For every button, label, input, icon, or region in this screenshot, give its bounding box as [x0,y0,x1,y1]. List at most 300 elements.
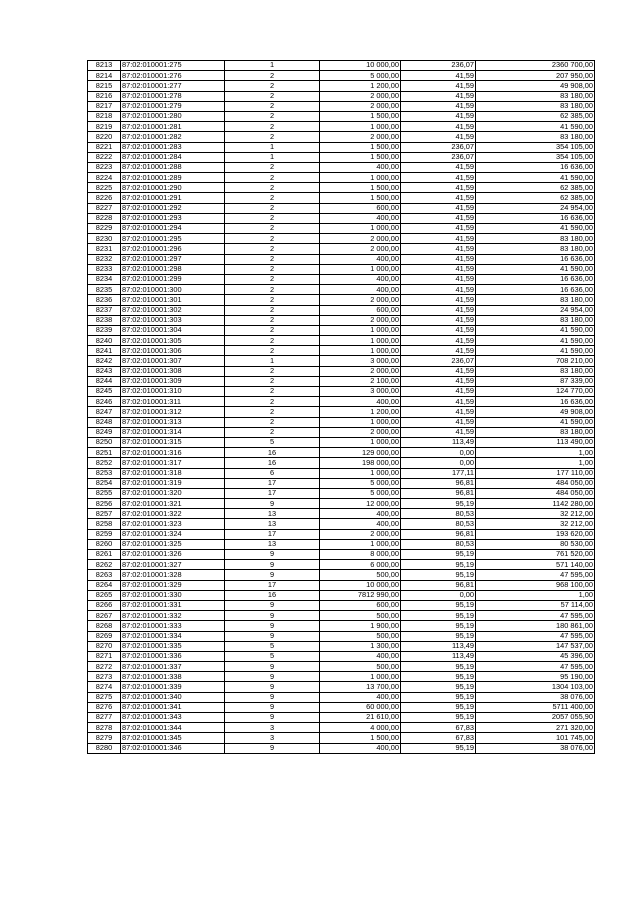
row-number-cell: 8227 [88,203,121,213]
row-number-cell: 8246 [88,397,121,407]
value-cell: 484 050,00 [476,478,595,488]
area-cell: 500,00 [320,631,401,641]
group-cell: 17 [225,488,320,498]
value-cell: 24 954,00 [476,305,595,315]
cadastral-number-cell: 87:02:010001:346 [121,743,225,753]
table-row [88,723,595,733]
rate-cell: 41,59 [401,111,476,121]
rate-cell: 0,00 [401,590,476,600]
row-number-cell: 8241 [88,346,121,356]
group-cell: 16 [225,458,320,468]
table-row [88,356,595,366]
cadastral-number-cell: 87:02:010001:280 [121,111,225,121]
rate-cell: 41,59 [401,183,476,193]
rate-cell: 236,07 [401,152,476,162]
group-cell: 9 [225,662,320,672]
group-cell: 16 [225,448,320,458]
row-number-cell: 8271 [88,651,121,661]
rate-cell: 95,19 [401,560,476,570]
table-row [88,550,595,560]
rate-cell: 41,59 [401,71,476,81]
cadastral-number-cell: 87:02:010001:305 [121,336,225,346]
row-number-cell: 8259 [88,529,121,539]
area-cell: 400,00 [320,519,401,529]
group-cell: 3 [225,733,320,743]
value-cell: 47 595,00 [476,631,595,641]
table-row [88,672,595,682]
group-cell: 2 [225,173,320,183]
group-cell: 2 [225,203,320,213]
cadastral-number-cell: 87:02:010001:320 [121,488,225,498]
area-cell: 2 000,00 [320,244,401,254]
row-number-cell: 8248 [88,417,121,427]
rate-cell: 41,59 [401,244,476,254]
rate-cell: 41,59 [401,315,476,325]
rate-cell: 41,59 [401,376,476,386]
table-row [88,346,595,356]
cadastral-number-cell: 87:02:010001:334 [121,631,225,641]
area-cell: 1 000,00 [320,224,401,234]
area-cell: 400,00 [320,651,401,661]
area-cell: 1 000,00 [320,437,401,447]
value-cell: 16 636,00 [476,274,595,284]
row-number-cell: 8229 [88,224,121,234]
row-number-cell: 8257 [88,509,121,519]
area-cell: 1 000,00 [320,417,401,427]
rate-cell: 96,81 [401,478,476,488]
rate-cell: 67,83 [401,733,476,743]
row-number-cell: 8260 [88,539,121,549]
value-cell: 207 950,00 [476,71,595,81]
cadastral-number-cell: 87:02:010001:281 [121,122,225,132]
cadastral-number-cell: 87:02:010001:319 [121,478,225,488]
rate-cell: 95,19 [401,743,476,753]
rate-cell: 41,59 [401,417,476,427]
row-number-cell: 8237 [88,305,121,315]
value-cell: 968 100,00 [476,580,595,590]
row-number-cell: 8250 [88,437,121,447]
area-cell: 400,00 [320,213,401,223]
table-row [88,611,595,621]
group-cell: 2 [225,325,320,335]
area-cell: 400,00 [320,162,401,172]
cadastral-number-cell: 87:02:010001:304 [121,325,225,335]
rate-cell: 95,19 [401,631,476,641]
rate-cell: 41,59 [401,295,476,305]
cadastral-number-cell: 87:02:010001:303 [121,315,225,325]
row-number-cell: 8214 [88,71,121,81]
table-row [88,427,595,437]
table-row [88,274,595,284]
rate-cell: 41,59 [401,91,476,101]
value-cell: 354 105,00 [476,152,595,162]
table-row [88,539,595,549]
value-cell: 41 590,00 [476,336,595,346]
table-row [88,437,595,447]
rate-cell: 41,59 [401,264,476,274]
table-row [88,305,595,315]
cadastral-number-cell: 87:02:010001:328 [121,570,225,580]
table-row [88,499,595,509]
row-number-cell: 8263 [88,570,121,580]
row-number-cell: 8224 [88,173,121,183]
cadastral-number-cell: 87:02:010001:329 [121,580,225,590]
area-cell: 1 500,00 [320,111,401,121]
table-row [88,295,595,305]
cadastral-number-cell: 87:02:010001:295 [121,234,225,244]
value-cell: 484 050,00 [476,488,595,498]
value-cell: 83 180,00 [476,101,595,111]
cadastral-number-cell: 87:02:010001:326 [121,550,225,560]
row-number-cell: 8256 [88,499,121,509]
area-cell: 10 000,00 [320,61,401,71]
rate-cell: 41,59 [401,81,476,91]
row-number-cell: 8231 [88,244,121,254]
area-cell: 1 000,00 [320,539,401,549]
table-row [88,600,595,610]
row-number-cell: 8277 [88,713,121,723]
group-cell: 1 [225,356,320,366]
area-cell: 2 000,00 [320,101,401,111]
area-cell: 5 000,00 [320,478,401,488]
row-number-cell: 8264 [88,580,121,590]
value-cell: 62 385,00 [476,193,595,203]
group-cell: 2 [225,274,320,284]
rate-cell: 41,59 [401,305,476,315]
value-cell: 41 590,00 [476,264,595,274]
value-cell: 180 861,00 [476,621,595,631]
table-row [88,254,595,264]
area-cell: 5 000,00 [320,71,401,81]
rate-cell: 41,59 [401,397,476,407]
group-cell: 2 [225,224,320,234]
group-cell: 2 [225,315,320,325]
group-cell: 2 [225,366,320,376]
rate-cell: 95,19 [401,600,476,610]
value-cell: 83 180,00 [476,366,595,376]
group-cell: 2 [225,397,320,407]
value-cell: 1,00 [476,590,595,600]
rate-cell: 41,59 [401,162,476,172]
value-cell: 49 908,00 [476,407,595,417]
cadastral-number-cell: 87:02:010001:302 [121,305,225,315]
value-cell: 1,00 [476,458,595,468]
rate-cell: 41,59 [401,203,476,213]
row-number-cell: 8261 [88,550,121,560]
cadastral-number-cell: 87:02:010001:331 [121,600,225,610]
group-cell: 2 [225,81,320,91]
cadastral-number-cell: 87:02:010001:282 [121,132,225,142]
row-number-cell: 8215 [88,81,121,91]
rate-cell: 95,19 [401,570,476,580]
group-cell: 17 [225,580,320,590]
value-cell: 47 595,00 [476,611,595,621]
cadastral-number-cell: 87:02:010001:309 [121,376,225,386]
cadastral-number-cell: 87:02:010001:332 [121,611,225,621]
area-cell: 1 500,00 [320,733,401,743]
value-cell: 83 180,00 [476,91,595,101]
row-number-cell: 8226 [88,193,121,203]
group-cell: 9 [225,621,320,631]
value-cell: 80 530,00 [476,539,595,549]
group-cell: 2 [225,387,320,397]
row-number-cell: 8234 [88,274,121,284]
area-cell: 60 000,00 [320,702,401,712]
value-cell: 1304 103,00 [476,682,595,692]
row-number-cell: 8213 [88,61,121,71]
area-cell: 1 000,00 [320,672,401,682]
value-cell: 83 180,00 [476,295,595,305]
value-cell: 38 076,00 [476,692,595,702]
cadastral-number-cell: 87:02:010001:335 [121,641,225,651]
group-cell: 2 [225,213,320,223]
cadastral-number-cell: 87:02:010001:283 [121,142,225,152]
group-cell: 1 [225,142,320,152]
row-number-cell: 8270 [88,641,121,651]
row-number-cell: 8228 [88,213,121,223]
group-cell: 2 [225,244,320,254]
table-row [88,325,595,335]
cadastral-number-cell: 87:02:010001:313 [121,417,225,427]
rate-cell: 96,81 [401,488,476,498]
group-cell: 2 [225,305,320,315]
group-cell: 3 [225,723,320,733]
cadastral-number-cell: 87:02:010001:297 [121,254,225,264]
group-cell: 2 [225,264,320,274]
rate-cell: 41,59 [401,274,476,284]
row-number-cell: 8268 [88,621,121,631]
area-cell: 1 000,00 [320,122,401,132]
cadastral-number-cell: 87:02:010001:333 [121,621,225,631]
table-row [88,111,595,121]
group-cell: 5 [225,437,320,447]
value-cell: 83 180,00 [476,315,595,325]
area-cell: 7812 990,00 [320,590,401,600]
rate-cell: 41,59 [401,285,476,295]
rate-cell: 95,19 [401,702,476,712]
table-row [88,366,595,376]
value-cell: 62 385,00 [476,183,595,193]
area-cell: 2 000,00 [320,427,401,437]
row-number-cell: 8221 [88,142,121,152]
area-cell: 21 610,00 [320,713,401,723]
cadastral-number-cell: 87:02:010001:324 [121,529,225,539]
rate-cell: 113,49 [401,437,476,447]
value-cell: 45 396,00 [476,651,595,661]
value-cell: 57 114,00 [476,600,595,610]
row-number-cell: 8276 [88,702,121,712]
table-row [88,448,595,458]
group-cell: 2 [225,183,320,193]
cadastral-number-cell: 87:02:010001:296 [121,244,225,254]
area-cell: 1 000,00 [320,173,401,183]
table-row [88,101,595,111]
value-cell: 47 595,00 [476,570,595,580]
area-cell: 3 000,00 [320,387,401,397]
value-cell: 16 636,00 [476,397,595,407]
value-cell: 271 320,00 [476,723,595,733]
table-row [88,733,595,743]
row-number-cell: 8217 [88,101,121,111]
cadastral-number-cell: 87:02:010001:308 [121,366,225,376]
rate-cell: 95,19 [401,682,476,692]
cadastral-number-cell: 87:02:010001:277 [121,81,225,91]
value-cell: 177 110,00 [476,468,595,478]
cadastral-number-cell: 87:02:010001:327 [121,560,225,570]
table-row [88,315,595,325]
area-cell: 129 000,00 [320,448,401,458]
rate-cell: 95,19 [401,611,476,621]
row-number-cell: 8278 [88,723,121,733]
area-cell: 1 000,00 [320,325,401,335]
value-cell: 16 636,00 [476,285,595,295]
area-cell: 198 000,00 [320,458,401,468]
group-cell: 2 [225,346,320,356]
cadastral-number-cell: 87:02:010001:294 [121,224,225,234]
cadastral-number-cell: 87:02:010001:318 [121,468,225,478]
value-cell: 708 210,00 [476,356,595,366]
table-row [88,183,595,193]
cadastral-number-cell: 87:02:010001:290 [121,183,225,193]
table-row [88,458,595,468]
group-cell: 9 [225,672,320,682]
row-number-cell: 8249 [88,427,121,437]
table-row [88,713,595,723]
cadastral-number-cell: 87:02:010001:300 [121,285,225,295]
value-cell: 354 105,00 [476,142,595,152]
table-row [88,631,595,641]
area-cell: 1 000,00 [320,346,401,356]
cadastral-number-cell: 87:02:010001:315 [121,437,225,447]
row-number-cell: 8254 [88,478,121,488]
area-cell: 400,00 [320,254,401,264]
table-row [88,203,595,213]
table-row [88,702,595,712]
row-number-cell: 8251 [88,448,121,458]
table-row [88,519,595,529]
group-cell: 2 [225,71,320,81]
area-cell: 500,00 [320,662,401,672]
group-cell: 2 [225,336,320,346]
group-cell: 9 [225,743,320,753]
row-number-cell: 8230 [88,234,121,244]
cadastral-number-cell: 87:02:010001:338 [121,672,225,682]
cadastral-number-cell: 87:02:010001:325 [121,539,225,549]
area-cell: 4 000,00 [320,723,401,733]
table-row [88,173,595,183]
cadastral-number-cell: 87:02:010001:284 [121,152,225,162]
cadastral-number-cell: 87:02:010001:291 [121,193,225,203]
group-cell: 17 [225,529,320,539]
value-cell: 761 520,00 [476,550,595,560]
value-cell: 571 140,00 [476,560,595,570]
value-cell: 32 212,00 [476,519,595,529]
rate-cell: 80,53 [401,509,476,519]
rate-cell: 95,19 [401,550,476,560]
rate-cell: 41,59 [401,427,476,437]
value-cell: 41 590,00 [476,325,595,335]
cadastral-number-cell: 87:02:010001:306 [121,346,225,356]
rate-cell: 41,59 [401,234,476,244]
group-cell: 2 [225,122,320,132]
table-row [88,641,595,651]
row-number-cell: 8243 [88,366,121,376]
group-cell: 9 [225,631,320,641]
rate-cell: 113,49 [401,651,476,661]
value-cell: 83 180,00 [476,244,595,254]
row-number-cell: 8216 [88,91,121,101]
table-row [88,478,595,488]
area-cell: 2 000,00 [320,366,401,376]
area-cell: 1 000,00 [320,264,401,274]
row-number-cell: 8218 [88,111,121,121]
table-row [88,336,595,346]
group-cell: 9 [225,550,320,560]
table-row [88,376,595,386]
group-cell: 2 [225,91,320,101]
table-row [88,387,595,397]
cadastral-number-cell: 87:02:010001:279 [121,101,225,111]
area-cell: 400,00 [320,274,401,284]
group-cell: 9 [225,499,320,509]
table-row [88,132,595,142]
row-number-cell: 8265 [88,590,121,600]
table-row [88,285,595,295]
rate-cell: 41,59 [401,336,476,346]
table-row [88,193,595,203]
area-cell: 1 200,00 [320,81,401,91]
cadastral-number-cell: 87:02:010001:341 [121,702,225,712]
row-number-cell: 8235 [88,285,121,295]
rate-cell: 96,81 [401,529,476,539]
cadastral-number-cell: 87:02:010001:293 [121,213,225,223]
area-cell: 400,00 [320,692,401,702]
rate-cell: 41,59 [401,193,476,203]
cadastral-number-cell: 87:02:010001:312 [121,407,225,417]
row-number-cell: 8267 [88,611,121,621]
area-cell: 13 700,00 [320,682,401,692]
area-cell: 1 500,00 [320,193,401,203]
group-cell: 5 [225,641,320,651]
cadastral-number-cell: 87:02:010001:314 [121,427,225,437]
group-cell: 1 [225,152,320,162]
area-cell: 1 200,00 [320,407,401,417]
table-row [88,692,595,702]
group-cell: 2 [225,111,320,121]
group-cell: 9 [225,560,320,570]
value-cell: 95 190,00 [476,672,595,682]
row-number-cell: 8245 [88,387,121,397]
area-cell: 500,00 [320,611,401,621]
rate-cell: 236,07 [401,356,476,366]
cadastral-number-cell: 87:02:010001:311 [121,397,225,407]
cadastral-number-cell: 87:02:010001:344 [121,723,225,733]
value-cell: 41 590,00 [476,224,595,234]
table-row [88,570,595,580]
value-cell: 113 490,00 [476,437,595,447]
group-cell: 5 [225,651,320,661]
area-cell: 600,00 [320,203,401,213]
cadastral-number-cell: 87:02:010001:299 [121,274,225,284]
table-row [88,152,595,162]
area-cell: 400,00 [320,743,401,753]
value-cell: 32 212,00 [476,509,595,519]
table-row [88,509,595,519]
table-row [88,122,595,132]
group-cell: 16 [225,590,320,600]
table-row [88,407,595,417]
cadastral-number-cell: 87:02:010001:307 [121,356,225,366]
